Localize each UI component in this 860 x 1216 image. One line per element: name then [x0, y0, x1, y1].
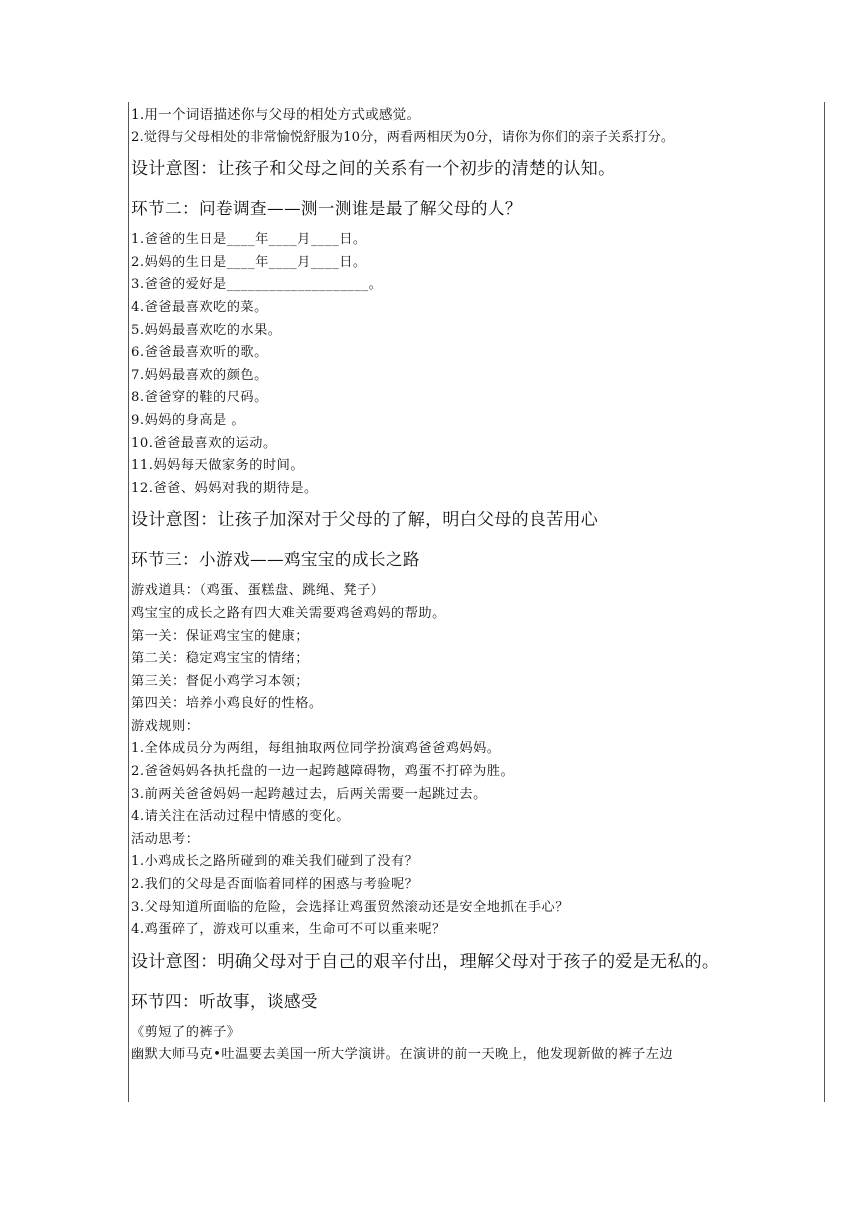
part1-block	[131, 104, 831, 181]
questionnaire-item: 11.妈妈每天做家务的时间。	[131, 458, 305, 474]
game-line: 3.前两关爸爸妈妈一起跨越过去，后两关需要一起跳过去。	[131, 786, 487, 802]
section2-design-intent: 设计意图：让孩子加深对于父母的了解，明白父母的良苦用心	[131, 510, 599, 531]
part1-line-2: 2.觉得与父母相处的非常愉悦舒服为10分，两看两相厌为0分，请你为你们的亲子关系打分。	[131, 129, 675, 145]
table-cell-content	[131, 104, 831, 1067]
game-line: 第一关：保证鸡宝宝的健康；	[131, 628, 309, 644]
game-line: 第三关：督促小鸡学习本领；	[131, 673, 309, 689]
game-line: 第四关：培养小鸡良好的性格。	[131, 696, 323, 712]
game-line: 3.父母知道所面临的危险，会选择让鸡蛋贸然滚动还是安全地抓在手心？	[131, 899, 569, 915]
section2-title: 环节二：问卷调查——测一测谁是最了解父母的人？	[131, 199, 522, 219]
part1-line-1: 1.用一个词语描述你与父母的相处方式或感觉。	[131, 107, 421, 123]
section2-block	[131, 197, 831, 532]
game-line: 2.爸爸妈妈各执托盘的一边一起跨越障碍物，鸡蛋不打碎为胜。	[131, 764, 515, 780]
part1-design-intent: 设计意图：让孩子和父母之间的关系有一个初步的清楚的认知。	[131, 159, 616, 180]
section3-block	[131, 548, 831, 974]
questionnaire-item: 7.妈妈最喜欢的颜色。	[131, 367, 268, 383]
questionnaire-item: 12.爸爸、妈妈对我的期待是。	[131, 480, 318, 496]
game-line: 4.鸡蛋碎了，游戏可以重来，生命可不可以重来呢？	[131, 922, 446, 938]
game-line: 1.全体成员分为两组，每组抽取两位同学扮演鸡爸爸鸡妈妈。	[131, 741, 501, 757]
questionnaire-item: 6.爸爸最喜欢听的歌。	[131, 345, 268, 361]
game-line: 第二关：稳定鸡宝宝的情绪；	[131, 651, 309, 667]
story-paragraph: 幽默大师马克•吐温要去美国一所大学演讲。在演讲的前一天晚上，他发现新做的裤子左边	[131, 1047, 674, 1063]
game-line: 活动思考：	[131, 831, 200, 847]
questionnaire-item: 8.爸爸穿的鞋的尺码。	[131, 390, 268, 406]
game-line: 1.小鸡成长之路所碰到的难关我们碰到了没有？	[131, 854, 419, 870]
questionnaire-item: 10.爸爸最喜欢的运动。	[131, 435, 277, 451]
questionnaire-item: 9.妈妈的身高是 。	[131, 412, 246, 428]
table-left-border	[128, 102, 129, 1102]
questionnaire-item: 1.爸爸的生日是____年____月____日。	[131, 232, 367, 248]
questionnaire-item: 2.妈妈的生日是____年____月____日。	[131, 254, 367, 270]
questionnaire-item: 3.爸爸的爱好是____________________。	[131, 277, 383, 293]
section4-block	[131, 990, 831, 1067]
game-line: 鸡宝宝的成长之路有四大难关需要鸡爸鸡妈的帮助。	[131, 605, 446, 621]
section3-design-intent: 设计意图：明确父母对于自己的艰辛付出，理解父母对于孩子的爱是无私的。	[131, 951, 720, 972]
section3-title: 环节三：小游戏——鸡宝宝的成长之路	[131, 550, 420, 570]
game-line: 4.请关注在活动过程中情感的变化。	[131, 809, 350, 825]
section4-title: 环节四：听故事，谈感受	[131, 991, 318, 1011]
game-line: 游戏规则：	[131, 718, 200, 734]
questionnaire-item: 4.爸爸最喜欢吃的菜。	[131, 299, 268, 315]
game-line: 游戏道具：（鸡蛋、蛋糕盘、跳绳、凳子）	[131, 583, 385, 599]
game-line: 2.我们的父母是否面临着同样的困惑与考验呢？	[131, 877, 419, 893]
questionnaire-item: 5.妈妈最喜欢吃的水果。	[131, 322, 282, 338]
story-title: 《剪短了的裤子》	[131, 1024, 241, 1040]
